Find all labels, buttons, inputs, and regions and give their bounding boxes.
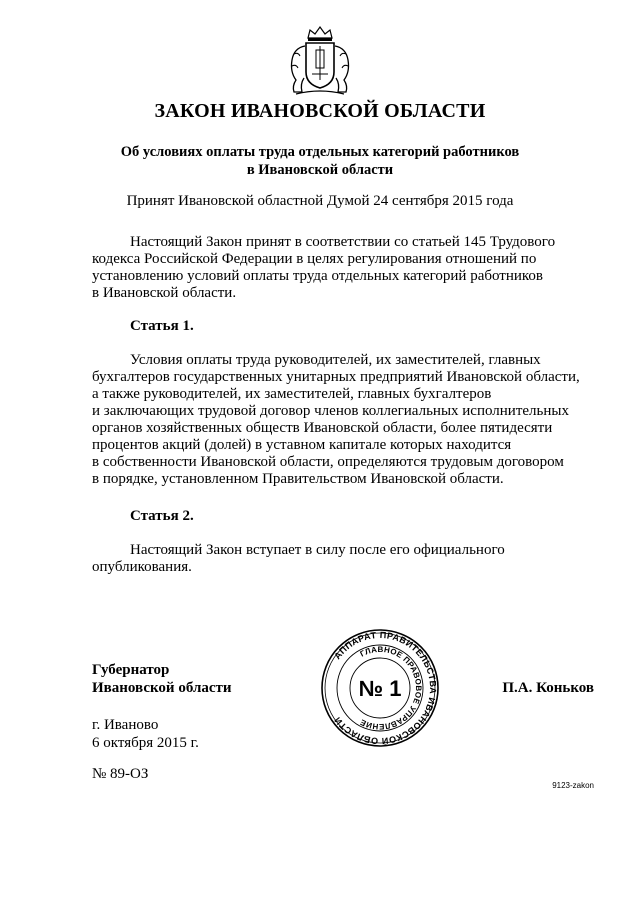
article-2-paragraph <box>92 542 594 576</box>
paragraph-line: бухгалтеров государственных унитарных предприятий Ивановской области, <box>92 369 580 385</box>
adoption-note: Принят Ивановской областной Думой 24 сентября 2015 года <box>126 193 514 209</box>
law-title: ЗАКОН ИВАНОВСКОЙ ОБЛАСТИ <box>154 100 486 122</box>
coat-of-arms-emblem <box>286 24 354 98</box>
paragraph-line: установлению условий оплаты труда отдельных категорий работников <box>92 268 544 284</box>
position-line: Ивановской области <box>92 680 232 696</box>
signing-date: 6 октября 2015 г. <box>92 735 199 751</box>
seal-inner-text: ГЛАВНОЕ ПРАВОВОЕ УПРАВЛЕНИЕ <box>358 644 424 732</box>
signing-place-date <box>92 716 199 752</box>
paragraph-line: и заключающих трудовой договор членов коллегиальных исполнительных <box>92 403 569 419</box>
paragraph-line: опубликования. <box>92 559 192 575</box>
signing-city: г. Иваново <box>92 717 159 733</box>
paragraph-line: органов хозяйственных обществ Ивановской области, более пятидесяти <box>92 420 553 436</box>
paragraph-line: Настоящий Закон вступает в силу после его официального <box>130 542 505 558</box>
law-subtitle <box>90 143 550 179</box>
article-1-heading: Статья 1. <box>130 318 194 334</box>
paragraph-line: в собственности Ивановской области, определяются трудовым договором <box>92 454 564 470</box>
paragraph-line: кодекса Российской Федерации в целях регулирования отношений по <box>92 251 537 267</box>
article-2-heading: Статья 2. <box>130 508 194 524</box>
signer-name: П.А. Коньков <box>502 680 594 696</box>
intro-paragraph <box>92 234 594 302</box>
paragraph-line: в порядке, установленном Правительством Ивановской области. <box>92 471 504 487</box>
paragraph-line: а также руководителей, их заместителей, главных бухгалтеров <box>92 386 492 402</box>
subtitle-line: Об условиях оплаты труда отдельных категорий работников <box>120 144 520 160</box>
governor-position <box>92 661 232 697</box>
law-number: № 89-ОЗ <box>92 766 149 782</box>
paragraph-line: Условия оплаты труда руководителей, их заместителей, главных <box>130 352 541 368</box>
subtitle-line: в Ивановской области <box>246 162 394 178</box>
paragraph-line: в Ивановской области. <box>92 285 237 301</box>
document-code: 9123-zakon <box>552 781 594 790</box>
paragraph-line: Настоящий Закон принят в соответствии со статьей 145 Трудового <box>130 234 556 250</box>
seal-outer-text: АППАРАТ ПРАВИТЕЛЬСТВА ИВАНОВСКОЙ ОБЛАСТИ <box>332 629 439 747</box>
official-seal <box>320 628 440 748</box>
position-line: Губернатор <box>92 662 170 678</box>
paragraph-line: процентов акций (долей) в уставном капитале которых находится <box>92 437 512 453</box>
seal-center-number: № 1 <box>358 676 402 701</box>
article-1-paragraph <box>92 352 594 488</box>
